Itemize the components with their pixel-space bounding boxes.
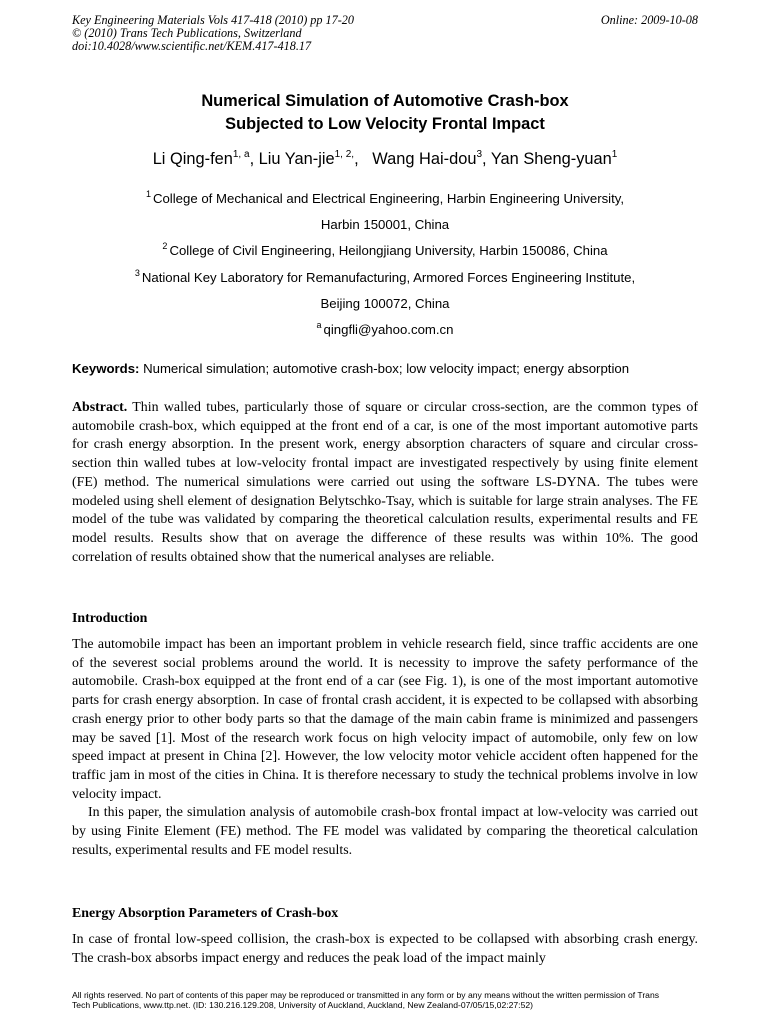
affiliation-3-marker: 3 — [134, 267, 140, 278]
email-marker: a — [316, 320, 322, 331]
keywords-label: Keywords: — [72, 361, 140, 376]
affiliation-1-marker: 1 — [145, 189, 151, 199]
author-superscript: 1, a — [232, 149, 250, 160]
journal-citation: Key Engineering Materials Vols 417-418 (2010) pp 17-20 — [72, 13, 354, 27]
affiliation-1-line-2: Harbin 150001, China — [320, 217, 450, 233]
author-name: Yan Sheng-yuan — [490, 150, 612, 168]
email-address[interactable]: qingfli@yahoo.com.cn — [323, 322, 454, 338]
title-line-2: Subjected to Low Velocity Frontal Impact — [225, 115, 545, 133]
keywords-text: Numerical simulation; automotive crash-box; low velocity impact; energy absorption — [143, 361, 630, 376]
author-separator: , — [354, 150, 373, 168]
keywords — [72, 360, 698, 377]
affiliation-2-marker: 2 — [162, 241, 168, 252]
abstract-label: Abstract. — [72, 400, 128, 415]
section-heading-introduction: Introduction — [72, 611, 148, 626]
abstract-text: Thin walled tubes, particularly those of square or circular cross-section, are the common types of automobile crash-box, which equipped at the front end of a car, is one of the most important automotive parts for crash energy absorption. In the present work, energy absorption characters of square and circular cross-section thin walled tubes at low-velocity frontal impact are investigated respectively by using finite element (FE) method. The numerical simulations were carried out using the software LS-DYNA. The tubes were modeled using shell element of designation Belytschko-Tsay, which is suitable for large strain analyses. The FE model of the tube was validated by comparing the theoretical calculation results, experimental results and FE model results. Results show that on average the difference of these results was within 10%. The good correlation of results obtained show that the numerical analyses are reliable. — [72, 400, 698, 565]
paper-title — [72, 90, 698, 136]
journal-header — [72, 14, 698, 53]
affiliation-3-line-2: Beijing 100072, China — [320, 295, 450, 311]
author-email — [72, 317, 698, 343]
affiliation-3-line-1 — [72, 265, 698, 291]
energy-paragraph-1: In case of frontal low-speed collision, the crash-box is expected to be collapsed with absorbing crash energy. The crash-box absorbs impact energy and reduces the peak load of the impact mainly — [72, 932, 698, 966]
affiliations — [72, 186, 698, 343]
author-name: Wang Hai-dou — [372, 150, 477, 168]
title-line-1: Numerical Simulation of Automotive Crash-box — [201, 92, 569, 110]
author-separator: , — [482, 150, 491, 168]
energy-absorption-section — [72, 931, 698, 968]
copyright-footer — [72, 990, 698, 1010]
footer-line-2: Tech Publications, www.ttp.net. (ID: 130.216.129.208, University of Auckland, Auckland, New Zealand-07/05/15,02:27:52) — [72, 1000, 533, 1010]
affiliation-1-line-1 — [72, 186, 698, 212]
introduction-paragraph-1: The automobile impact has been an important problem in vehicle research field, since traffic accidents are one of the severest social problems around the world. It is necessity to improve the safety performance of the automobile. Crash-box equipped at the front end of a car (see Fig. 1), is one of the most important automotive parts for crash energy absorption. In case of frontal crash accident, it is expected to be collapsed with absorbing crash energy prior to other body parts so that the damage of the main cabin frame is minimized and passengers may be saved [1]. Most of the research work focus on high velocity impact of automobile, only few on low speed impact at present in China [2]. However, the low velocity motor vehicle accident often happened for the traffic jam in most of the cities in China. It is therefore necessary to study the technical problems involve in low velocity impact. — [72, 637, 698, 802]
journal-doi: doi:10.4028/www.scientific.net/KEM.417-418.17 — [72, 39, 312, 53]
author-name: Liu Yan-jie — [258, 150, 335, 168]
affiliation-2-text: College of Civil Engineering, Heilongjiang University, Harbin 150086, China — [169, 243, 608, 259]
abstract — [72, 399, 698, 567]
introduction-paragraph-2: In this paper, the simulation analysis of automobile crash-box frontal impact at low-velocity was carried out by using Finite Element (FE) method. The FE model was validated by comparing the theoretical calculation results, experimental results and FE model results. — [72, 805, 698, 858]
author-list — [72, 149, 698, 169]
author-superscript: 1, 2, — [334, 149, 355, 160]
introduction-section — [72, 636, 698, 860]
affiliation-3-text: National Key Laboratory for Remanufacturing, Armored Forces Engineering Institute, — [141, 269, 636, 285]
author-name: Li Qing-fen — [152, 150, 233, 168]
author-superscript: 3 — [476, 149, 483, 160]
footer-line-1: All rights reserved. No part of contents of this paper may be reproduced or transmitted in any form or by any means without the written permission of Trans — [72, 990, 660, 1000]
abstract-paragraph — [72, 399, 698, 567]
author-superscript: 1 — [611, 149, 618, 160]
section-heading-energy-absorption: Energy Absorption Parameters of Crash-box — [72, 906, 339, 921]
author-separator: , — [249, 150, 259, 168]
online-date: Online: 2009-10-08 — [600, 13, 698, 27]
journal-copyright: © (2010) Trans Tech Publications, Switzerland — [72, 26, 302, 40]
affiliation-1-text: College of Mechanical and Electrical Engineering, Harbin Engineering University, — [152, 191, 625, 206]
affiliation-2 — [72, 238, 698, 264]
